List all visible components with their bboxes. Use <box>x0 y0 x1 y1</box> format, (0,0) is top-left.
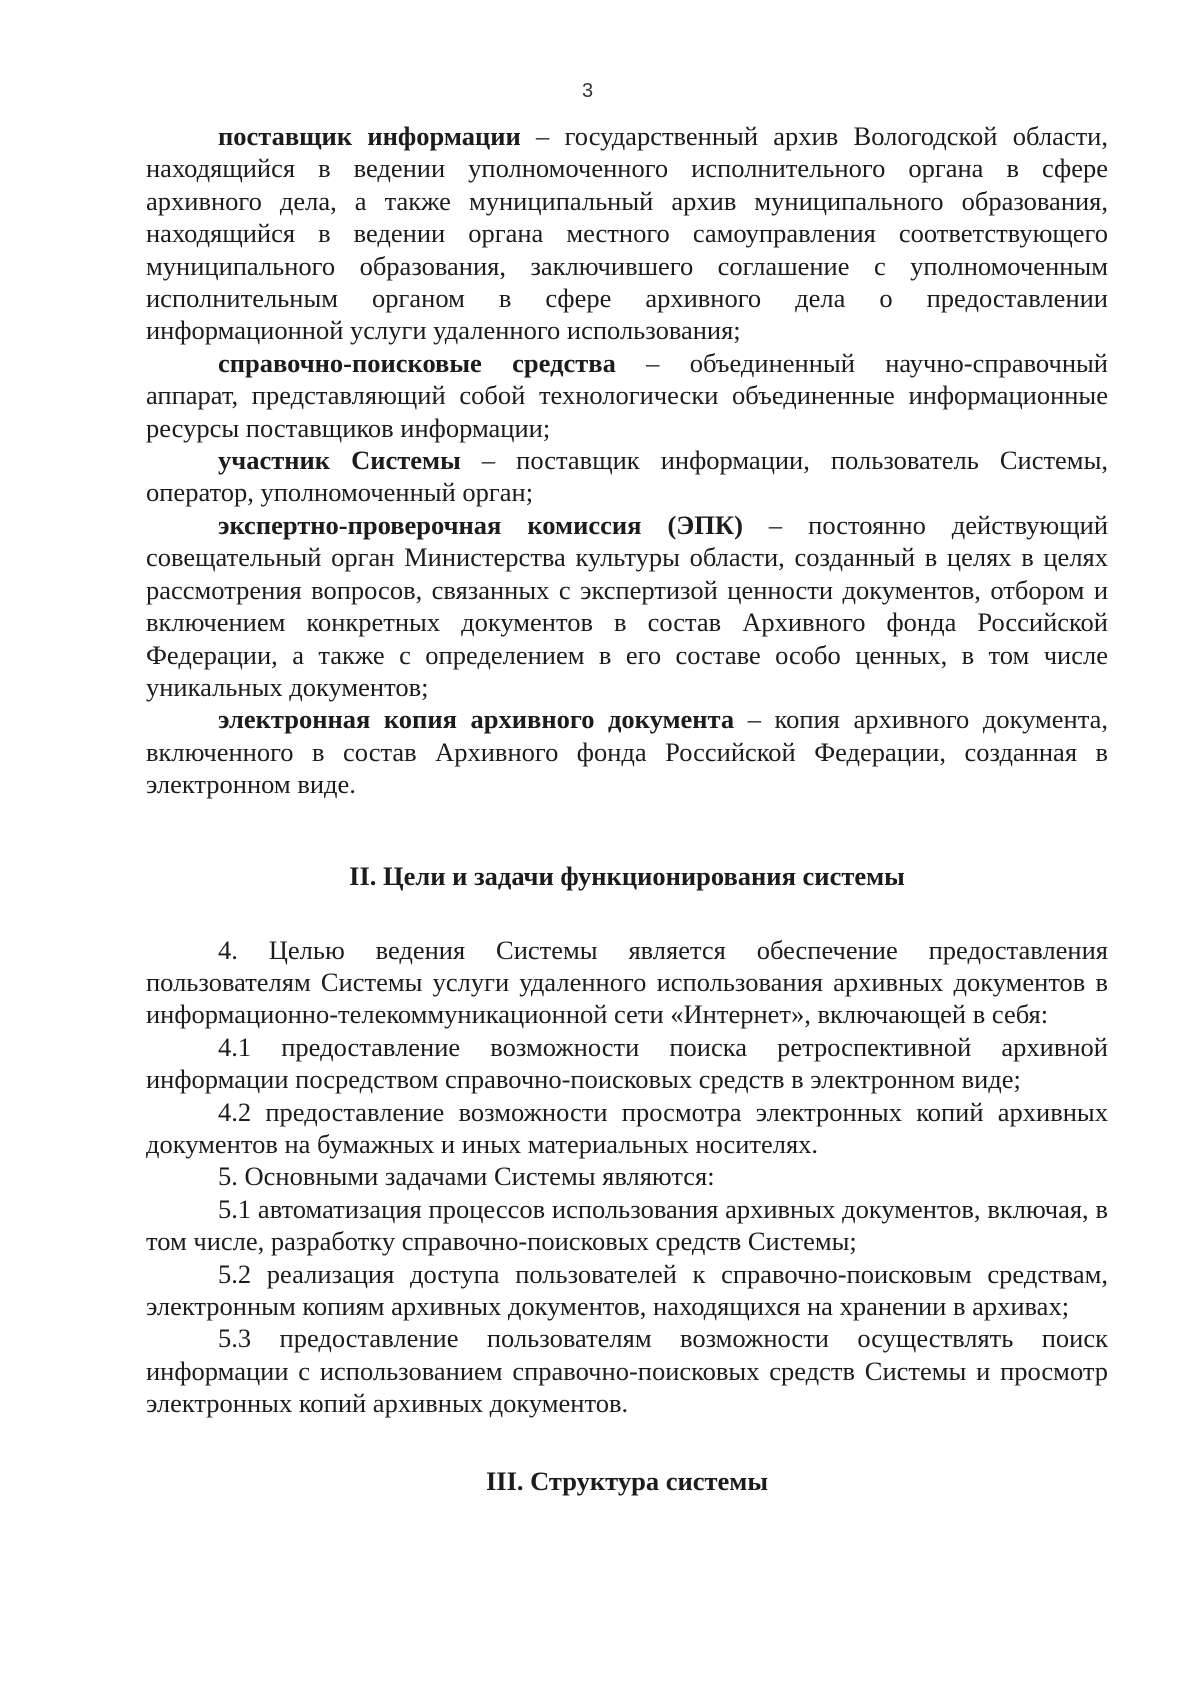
definition-epk <box>146 509 1108 703</box>
definition-system-participant <box>146 444 1108 509</box>
definition-text: – объединенный научно-справочный аппарат, представляющий собой технологически объединенные информационные ресурсы поставщиков информации; <box>146 347 1108 443</box>
definition-term: экспертно-проверочная комиссия (ЭПК) <box>218 509 743 540</box>
clause-4-2: 4.2 предоставление возможности просмотра электронных копий архивных документов на бумажных и иных материальных носителях. <box>146 1096 1108 1159</box>
page-number: 3 <box>581 80 594 102</box>
clause-4: 4. Целью ведения Системы является обеспечение предоставления пользователям Системы услуги удаленного использования архивных документов в информационно-телекоммуникационной сети «Интернет», включающей в себя: <box>146 934 1108 1030</box>
definition-reference-tools <box>146 347 1108 444</box>
definition-text: – государственный архив Вологодской области, находящийся в ведении уполномоченного исполнительного органа в сфере архивного дела, а также муниципальный архив муниципального образования, находящийся в ведении органа местного самоуправления соответствующего муниципального образования, заключившего соглашение с уполномоченным исполнительным органом в сфере архивного дела о предоставлении информационной услуги удаленного использования; <box>146 121 1108 346</box>
clause-5: 5. Основными задачами Системы являются: <box>218 1161 715 1192</box>
definition-term: поставщик информации <box>218 121 521 151</box>
clause-5-1: 5.1 автоматизация процессов использования архивных документов, включая, в том числе, разработку справочно-поисковых средств Системы; <box>146 1193 1108 1257</box>
clause-5-2: 5.2 реализация доступа пользователей к справочно-поисковым средствам, электронным копиям архивных документов, находящихся на хранении в архивах; <box>146 1258 1108 1321</box>
definition-text: – копия архивного документа, включенного в состав Архивного фонда Российской Федерации, созданная в электронном виде. <box>146 704 1108 800</box>
definition-text: – постоянно действующий совещательный орган Министерства культуры области, созданный в целях в целях рассмотрения вопросов, связанных с экспертизой ценности документов, отбором и включением конкретных документов в состав Архивного фонда Российской Федерации, а также с определением в его составе особо ценных, в том числе уникальных документов; <box>146 509 1109 702</box>
definition-text: – поставщик информации, пользователь Системы, оператор, уполномоченный орган; <box>146 445 1108 508</box>
definition-term: участник Системы <box>218 445 461 476</box>
clause-4-1: 4.1 предоставление возможности поиска ретроспективной архивной информации посредством справочно-поисковых средств в электронном виде; <box>146 1031 1108 1095</box>
definition-electronic-copy <box>146 703 1108 800</box>
definition-supplier <box>146 120 1108 347</box>
clause-5-3: 5.3 предоставление пользователям возможности осуществлять поиск информации с использованием справочно-поисковых средств Системы и просмотр электронных копий архивных документов. <box>146 1323 1108 1419</box>
page-content <box>146 120 1108 1497</box>
section-3-heading: III. Структура системы <box>485 1465 769 1496</box>
section-2-heading: II. Цели и задачи функционирования системы <box>349 860 905 891</box>
definition-term: электронная копия архивного документа <box>218 704 735 735</box>
definition-term: справочно-поисковые средства <box>218 347 616 378</box>
